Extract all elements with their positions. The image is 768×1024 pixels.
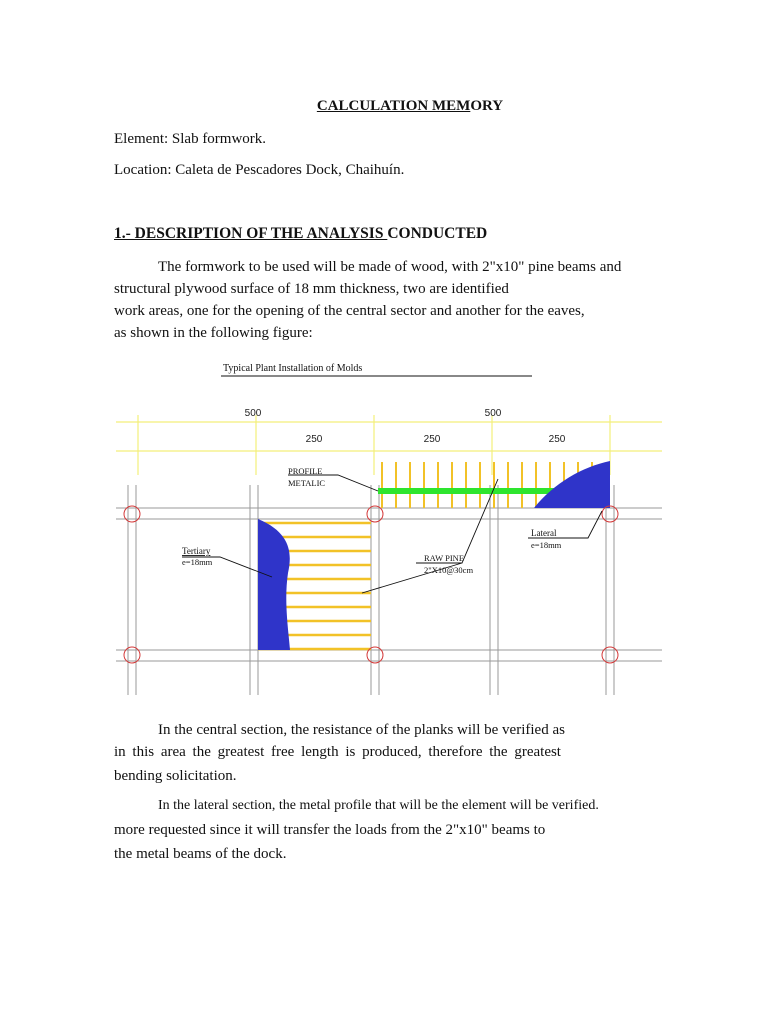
label-raw-pine: RAW PINE (424, 553, 465, 563)
para2-line2: in this area the greatest free length is produced, therefore the greatest (114, 744, 561, 760)
para1-line1: The formwork to be used will be made of wood, with 2"x10" pine beams and (158, 259, 622, 275)
dimension-lines (116, 415, 662, 475)
label-tertiary-thickness: e=18mm (182, 557, 213, 567)
para1-line4: as shown in the following figure: (114, 325, 313, 341)
dim-bottom-2: 250 (423, 434, 441, 445)
para3-line3: the metal beams of the dock. (114, 846, 287, 862)
dim-top-2: 500 (484, 408, 502, 419)
para3-line1: In the lateral section, the metal profile that will be the element will be verified. (158, 798, 599, 813)
lateral-plywood (534, 461, 610, 508)
para1-line2: structural plywood surface of 18 mm thickness, two are identified (114, 281, 509, 297)
tertiary-plywood (258, 519, 290, 650)
para3-line2: more requested since it will transfer the loads from the 2"x10" beams to (114, 822, 546, 838)
para2-line1: In the central section, the resistance of the planks will be verified as (158, 722, 565, 738)
dock-beams (116, 485, 662, 695)
figure-caption: Typical Plant Installation of Molds (223, 363, 363, 374)
label-profile: PROFILE (288, 466, 323, 476)
formwork-plan-figure (116, 355, 662, 699)
section-heading: 1.- DESCRIPTION OF THE ANALYSIS CONDUCTED (114, 225, 488, 242)
dim-bottom-3: 250 (548, 434, 566, 445)
document-title: CALCULATION MEMORY (316, 98, 504, 114)
element-line: Element: Slab formwork. (114, 131, 267, 147)
dim-bottom-1: 250 (305, 434, 323, 445)
label-tertiary: Tertiary (182, 546, 211, 556)
dim-top-1: 500 (244, 408, 262, 419)
para2-line3: bending solicitation. (114, 768, 237, 784)
para1-line3: work areas, one for the opening of the central sector and another for the eaves, (114, 303, 585, 319)
label-lateral: Lateral (531, 528, 557, 538)
label-metalic: METALIC (288, 478, 326, 488)
label-lateral-thickness: e=18mm (531, 540, 562, 550)
metal-profile (378, 488, 573, 494)
label-raw-pine-spec: 2"X10@30cm (424, 565, 474, 575)
location-line: Location: Caleta de Pescadores Dock, Chaihuín. (114, 162, 405, 178)
